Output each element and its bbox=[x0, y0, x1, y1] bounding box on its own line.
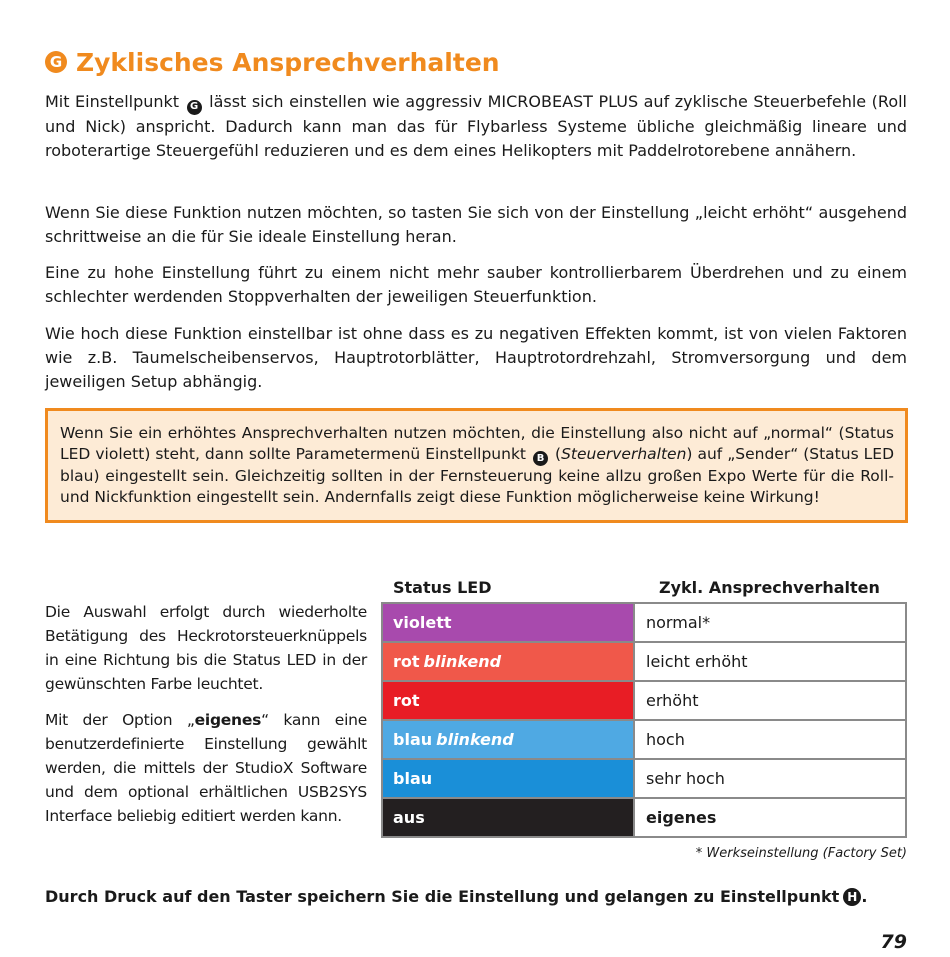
response-cell: hoch bbox=[635, 721, 905, 758]
setting-g-badge-icon: G bbox=[45, 51, 67, 73]
notice-box bbox=[45, 408, 908, 523]
table-row bbox=[383, 760, 905, 797]
response-cell: sehr hoch bbox=[635, 760, 905, 797]
notice-text-2: ( bbox=[550, 444, 562, 463]
led-mode-label: blinkend bbox=[423, 652, 502, 671]
intro-paragraph bbox=[45, 90, 907, 163]
response-cell: leicht erhöht bbox=[635, 643, 905, 680]
led-mode-label: blinkend bbox=[436, 730, 514, 749]
setting-g-inline-icon: G bbox=[187, 100, 202, 115]
response-cell: normal* bbox=[635, 604, 905, 641]
intro-text-start: Mit Einstellpunkt bbox=[45, 92, 185, 111]
led-table bbox=[381, 572, 907, 838]
led-color-label: violett bbox=[393, 613, 452, 632]
led-cell bbox=[383, 604, 633, 641]
header-status-led: Status LED bbox=[393, 577, 492, 597]
paragraph-factors: Wie hoch diese Funktion einstellbar ist ohne dass es zu negativen Effekten kommt, ist von vielen Faktoren wie z.B. Taumelscheibenservos, Hauptrotorblätter, Hauptrotordrehzahl, Stromversorgung und dem jeweiligen Setup abhängig. bbox=[45, 324, 907, 391]
page-number: 79 bbox=[880, 931, 907, 953]
led-cell bbox=[383, 760, 633, 797]
intro-text-end: lässt sich einstellen wie aggressiv MICROBEAST PLUS auf zyklische Steuerbefehle (Roll und Nick) anspricht. Dadurch kann man das für Flybarless Systeme übliche gleichmäßig lineare und roboterartige Steuergefühl reduzieren und es dem eines Helikopters mit Paddelrotorebene annähern. bbox=[45, 92, 907, 160]
led-color-label: aus bbox=[393, 808, 425, 827]
table-row bbox=[383, 799, 905, 836]
response-cell: erhöht bbox=[635, 682, 905, 719]
table-row bbox=[383, 604, 905, 641]
setting-b-inline-icon: B bbox=[533, 451, 548, 466]
response-cell: eigenes bbox=[635, 799, 905, 836]
manual-page bbox=[45, 40, 907, 953]
table-row bbox=[383, 643, 905, 680]
custom-text-end: “ kann eine benutzerdefinierte Einstellung gewählt werden, die mittels der StudioX Software und dem optional erhältlichen USB2SYS Interface beliebig editiert werden kann. bbox=[45, 711, 367, 825]
custom-option-paragraph bbox=[45, 708, 367, 828]
paragraph-warning: Eine zu hohe Einstellung führt zu einem nicht mehr sauber kontrollierbarem Überdrehen und zu einem schlechter werdenden Stoppverhalten der jeweiligen Steuerfunktion. bbox=[45, 263, 907, 306]
led-cell bbox=[383, 799, 633, 836]
table-row bbox=[383, 682, 905, 719]
notice-italic: Steuerverhalten bbox=[561, 444, 687, 463]
setting-h-inline-icon: H bbox=[843, 888, 861, 906]
custom-text-start: Mit der Option „ bbox=[45, 711, 195, 729]
led-color-label: rot bbox=[393, 652, 420, 671]
section-title: Zyklisches Ansprechverhalten bbox=[76, 47, 500, 77]
final-text: Durch Druck auf den Taster speichern Sie die Einstellung und gelangen zu Einstellpunkt bbox=[45, 887, 840, 906]
led-cell bbox=[383, 682, 633, 719]
table-header bbox=[381, 572, 907, 602]
table-body bbox=[381, 602, 907, 838]
led-color-label: rot bbox=[393, 691, 420, 710]
led-cell bbox=[383, 643, 633, 680]
header-response: Zykl. Ansprechverhalten bbox=[659, 577, 880, 597]
paragraph-usage: Wenn Sie diese Funktion nutzen möchten, so tasten Sie sich von der Einstellung „leicht erhöht“ ausgehend schrittweise an die für Sie ideale Einstellung heran. bbox=[45, 203, 907, 246]
footnote: * Werkseinstellung (Factory Set) bbox=[695, 846, 907, 861]
led-color-label: blau bbox=[393, 769, 433, 788]
led-cell bbox=[383, 721, 633, 758]
section-heading bbox=[45, 40, 907, 84]
selection-description bbox=[45, 600, 367, 828]
selection-paragraph: Die Auswahl erfolgt durch wiederholte Betätigung des Heckrotorsteuerknüppels in eine Richtung bis die Status LED in der gewünschten Farbe leuchtet. bbox=[45, 603, 367, 693]
custom-option-name: eigenes bbox=[194, 711, 262, 729]
final-instruction bbox=[45, 887, 907, 906]
notice-text-1: Wenn Sie ein erhöhtes Ansprechverhalten nutzen möchten, die Einstellung also nicht auf „normal“ (Status LED violett) steht, dann sollte Parametermenü Einstellpunkt bbox=[60, 424, 894, 463]
led-color-label: blau bbox=[393, 730, 433, 749]
final-period: . bbox=[861, 887, 868, 906]
table-row bbox=[383, 721, 905, 758]
notice-text-3: ) auf „Sender“ (Status LED blau) eingestellt sein. Gleichzeitig sollten in der Fernsteuerung keine allzu großen Expo Werte für die Roll- und Nickfunktion eingestellt sein. Andernfalls zeigt diese Funktion möglicherweise keine Wirkung! bbox=[60, 444, 894, 506]
